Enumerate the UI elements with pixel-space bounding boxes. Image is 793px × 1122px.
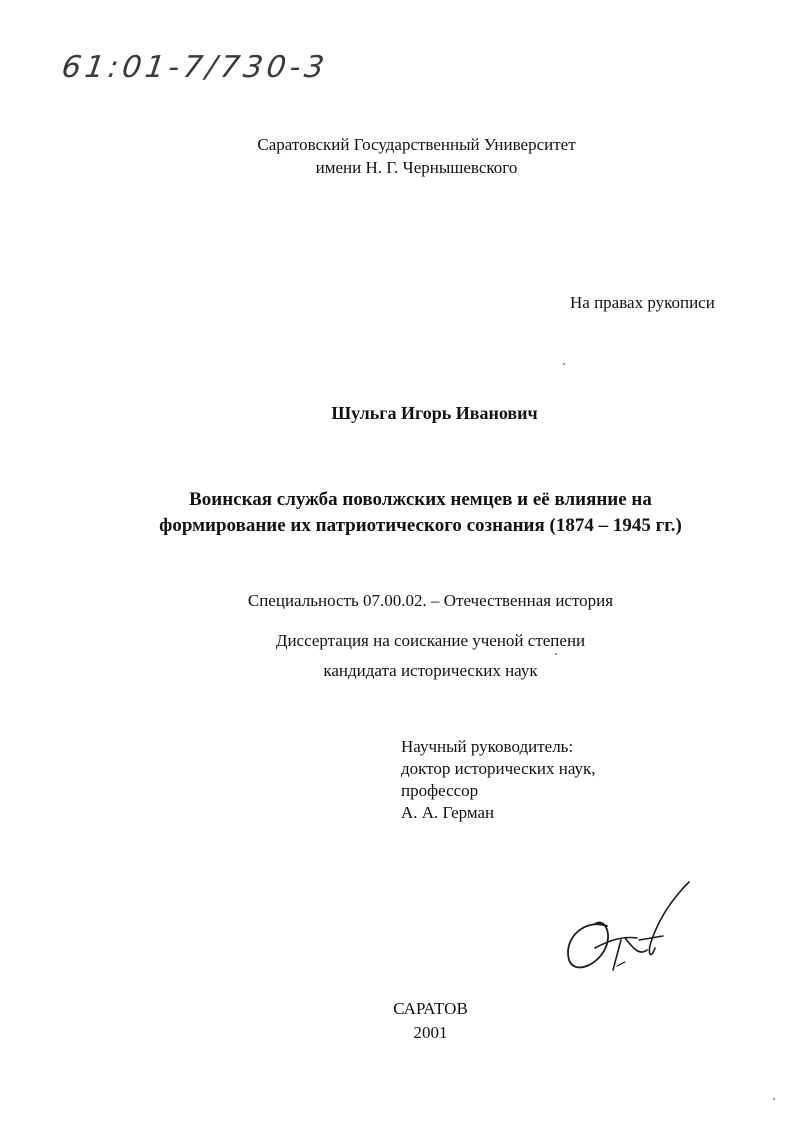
advisor-title: профессор — [401, 781, 479, 800]
year: 2001 — [413, 1023, 448, 1042]
degree-line-2: кандидата исторических наук — [323, 661, 538, 680]
scan-speck — [555, 653, 557, 655]
city: САРАТОВ — [393, 999, 468, 1018]
scan-speck — [563, 363, 565, 365]
title-line-1: Воинская служба поволжских немцев и её влияние на — [189, 489, 652, 510]
advisor-block — [401, 736, 596, 824]
author-name: Шульга Игорь Иванович — [331, 403, 538, 423]
advisor-degree: доктор исторических наук, — [401, 759, 596, 778]
specialty-line: Специальность 07.00.02. – Отечественная история — [247, 591, 614, 610]
dissertation-title — [24, 487, 793, 539]
degree-line-1: Диссертация на соискание ученой степени — [275, 631, 586, 650]
rights-note: На правах рукописи — [570, 293, 715, 312]
scan-speck — [773, 1098, 775, 1100]
handwritten-signature — [555, 878, 695, 978]
city-year-block — [34, 997, 793, 1045]
archive-code-handwritten: 61:01-7/730-3 — [59, 50, 331, 85]
university-heading — [0, 133, 793, 179]
university-name: Саратовский Государственный Университет — [257, 135, 576, 154]
degree-block — [34, 626, 793, 686]
university-named-after: имени Н. Г. Чернышевского — [315, 158, 518, 177]
advisor-label: Научный руководитель: — [401, 737, 574, 756]
title-line-2: формирование их патриотического сознания (1874 – 1945 гг.) — [159, 515, 682, 536]
advisor-name: А. А. Герман — [401, 803, 495, 822]
